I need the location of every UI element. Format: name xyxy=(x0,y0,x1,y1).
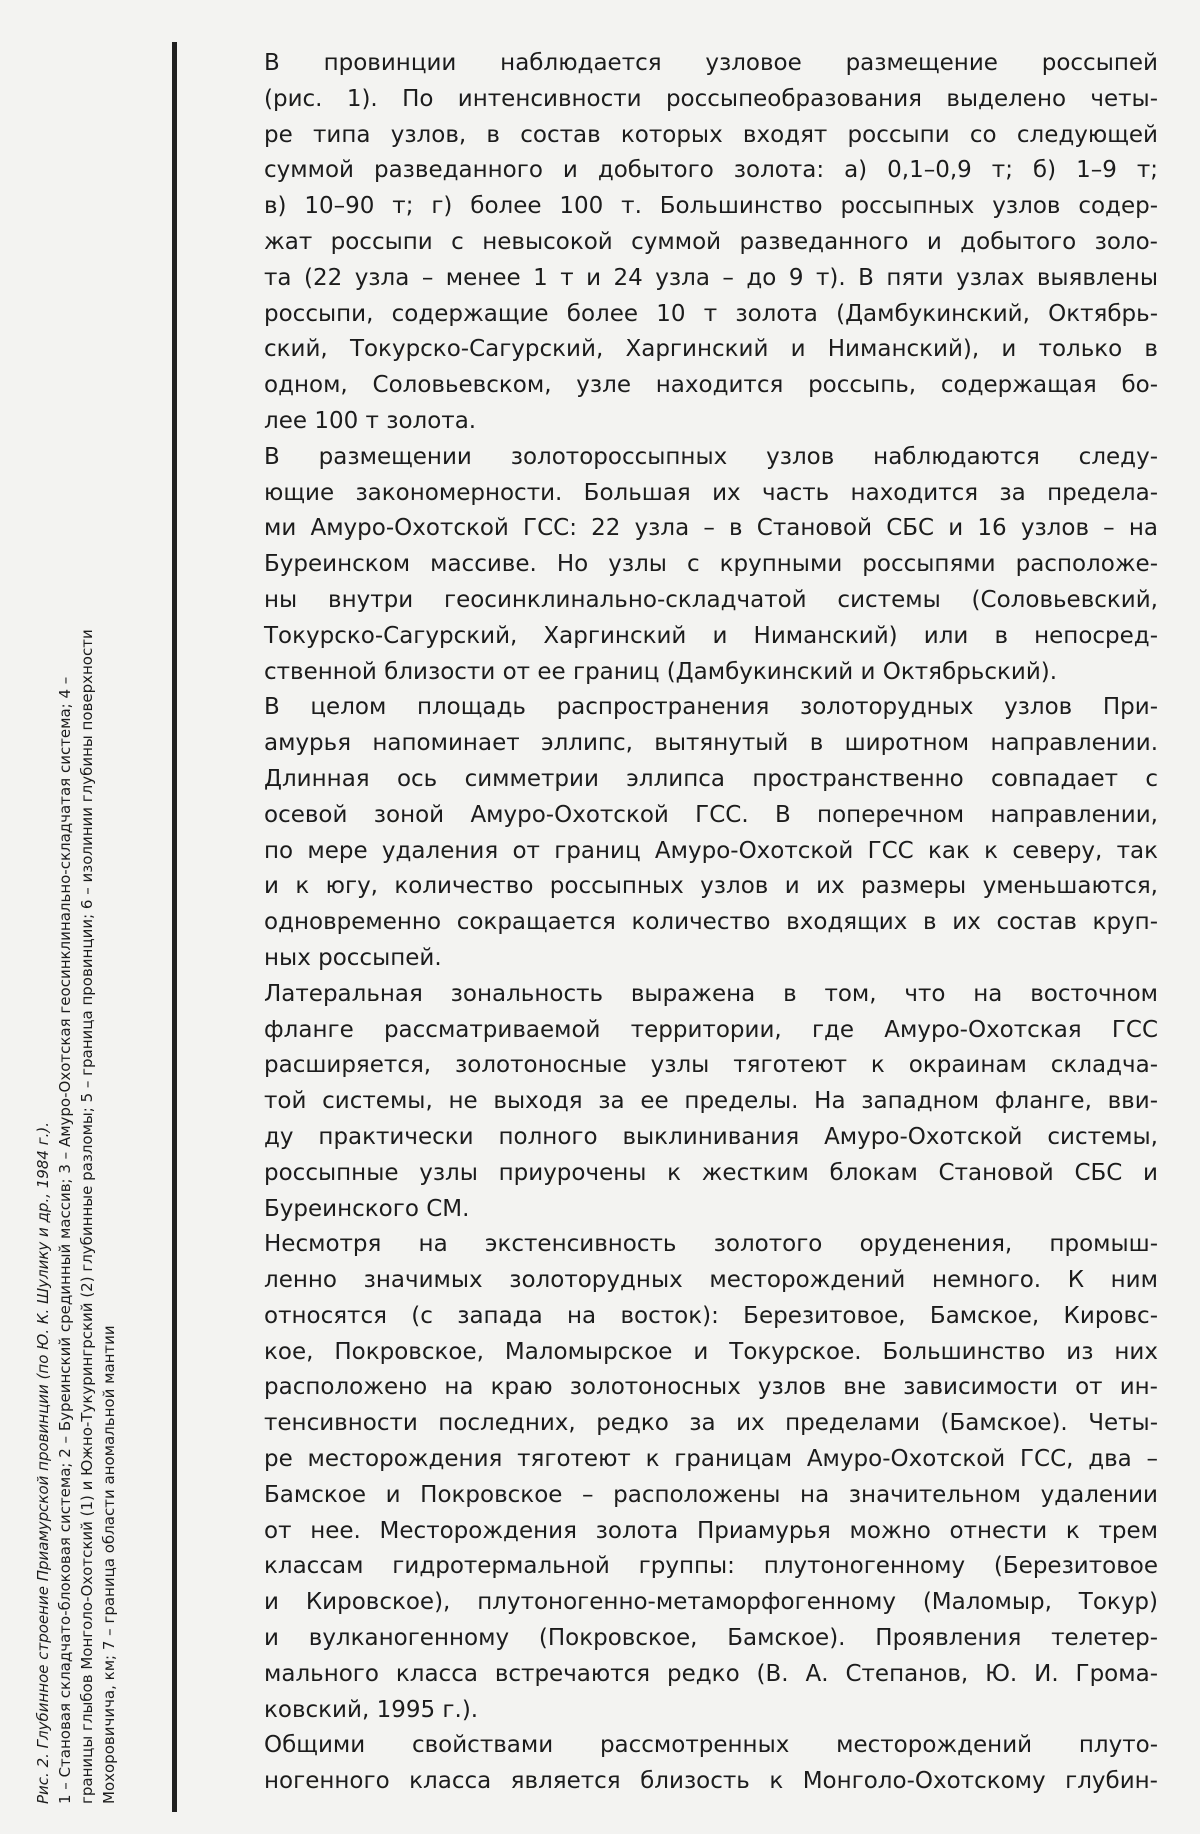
text-line: Буреинском массиве. Но узлы с крупными россыпями расположе- xyxy=(264,551,1158,578)
text-line: ных россыпей. xyxy=(264,944,442,971)
text-line: жат россыпи с невысокой суммой разведанного и добытого золо- xyxy=(264,228,1158,255)
text-line: амурья напоминает эллипс, вытянутый в широтном направлении. xyxy=(264,730,1158,757)
paragraph xyxy=(196,1227,1158,1728)
text-line: от нее. Месторождения золота Приамурья можно отнести к трем xyxy=(264,1517,1158,1544)
text-line: фланге рассматриваемой территории, где Амуро-Охотская ГСС xyxy=(264,1016,1158,1043)
text-line: и Кировское), плутоногенно-метаморфогенному (Маломыр, Токур) xyxy=(264,1589,1158,1616)
text-line: ду практически полного выклинивания Амуро-Охотской системы, xyxy=(264,1123,1158,1150)
text-line: той системы, не выходя за ее пределы. На западном фланге, вви- xyxy=(264,1088,1158,1115)
paragraph xyxy=(196,1728,1158,1800)
text-line: (рис. 1). По интенсивности россыпеобразования выделено четы- xyxy=(264,85,1158,112)
text-line: по мере удаления от границ Амуро-Охотской ГСС как к северу, так xyxy=(264,837,1158,864)
text-line: ственной близости от ее границ (Дамбукинский и Октябрьский). xyxy=(264,658,1058,685)
paragraph xyxy=(196,690,1158,976)
text-line: относятся (с запада на восток): Березитовое, Бамское, Кировс- xyxy=(264,1302,1158,1329)
text-line: ре месторождения тяготеют к границам Амуро-Охотской ГСС, два – xyxy=(264,1446,1158,1473)
text-line: классам гидротермальной группы: плутоногенному (Березитовое xyxy=(264,1553,1158,1580)
figure-caption xyxy=(32,44,172,1804)
text-line: ющие закономерности. Большая их часть находится за предела- xyxy=(264,479,1158,506)
text-line: тенсивности последних, редко за их пределами (Бамское). Четы- xyxy=(264,1410,1158,1437)
paragraph xyxy=(196,440,1158,691)
text-line: Бамское и Покровское – расположены на значительном удалении xyxy=(264,1481,1158,1508)
text-line: расположено на краю золотоносных узлов вне зависимости от ин- xyxy=(264,1374,1158,1401)
text-line: лее 100 т золота. xyxy=(264,407,477,434)
text-line: Общими свойствами рассмотренных месторождений плуто- xyxy=(264,1732,1158,1759)
caption-legend-line-3: Мохоровичича, км; 7 – граница области аномальной мантии xyxy=(100,1325,118,1804)
text-line: Буреинского СМ. xyxy=(264,1195,470,1222)
text-line: В провинции наблюдается узловое размещение россыпей xyxy=(264,50,1158,76)
text-line: та (22 узла – менее 1 т и 24 узла – до 9 т). В пяти узлах выявлены xyxy=(264,264,1158,291)
text-line: ленно значимых золоторудных месторождений немного. К ним xyxy=(264,1267,1158,1294)
column-divider xyxy=(172,42,177,1812)
text-line: мального класса встречаются редко (В. А. Степанов, Ю. И. Грома- xyxy=(264,1660,1158,1687)
body-text xyxy=(196,46,1158,1800)
text-line: Несмотря на экстенсивность золотого оруденения, промыш- xyxy=(264,1231,1158,1258)
caption-legend-line-1: 1 – Становая складчато-блоковая система; 2 – Буреинский срединный массив; 3 – Амуро-Охотская геосинклинально-складчатая система; 4 – xyxy=(56,676,74,1804)
text-line: и вулканогенному (Покровское, Бамское). Проявления телетер- xyxy=(264,1625,1158,1652)
text-line: Длинная ось симметрии эллипса пространственно совпадает с xyxy=(264,765,1158,792)
text-line: ский, Токурско-Сагурский, Харгинский и Ниманский), и только в xyxy=(264,336,1158,363)
caption-legend-line-2: границы глыбов Монголо-Охотский (1) и Южно-Тукурингрский (2) глубинные разломы; 5 – граница провинции; 6 – изолинии глубины поверхности xyxy=(78,629,96,1804)
text-line: расширяется, золотоносные узлы тяготеют к окраинам складча- xyxy=(264,1052,1158,1079)
text-line: ногенного класса является близость к Монголо-Охотскому глубин- xyxy=(264,1768,1158,1795)
text-line: россыпи, содержащие более 10 т золота (Дамбукинский, Октябрь- xyxy=(264,300,1158,327)
paragraph xyxy=(196,46,1158,440)
text-line: ре типа узлов, в состав которых входят россыпи со следующей xyxy=(264,121,1158,148)
text-line: ковский, 1995 г.). xyxy=(264,1696,479,1723)
text-line: Токурско-Сагурский, Харгинский и Ниманский) или в непосред- xyxy=(264,622,1158,649)
text-line: В целом площадь распространения золоторудных узлов При- xyxy=(264,694,1158,721)
caption-title: Рис. 2. Глубинное строение Приамурской провинции (по Ю. К. Шулику и др., 1984 г.). xyxy=(34,1122,52,1804)
text-line: одном, Соловьевском, узле находится россыпь, содержащая бо- xyxy=(264,372,1158,399)
text-line: ны внутри геосинклинально-складчатой системы (Соловьевский, xyxy=(264,586,1158,613)
text-line: Латеральная зональность выражена в том, что на восточном xyxy=(264,980,1158,1007)
text-line: одновременно сокращается количество входящих в их состав круп- xyxy=(264,909,1158,936)
text-line: в) 10–90 т; г) более 100 т. Большинство россыпных узлов содер- xyxy=(264,193,1158,220)
text-line: осевой зоной Амуро-Охотской ГСС. В поперечном направлении, xyxy=(264,801,1158,828)
paragraph xyxy=(196,977,1158,1228)
text-line: россыпные узлы приурочены к жестким блокам Становой СБС и xyxy=(264,1159,1158,1186)
text-line: и к югу, количество россыпных узлов и их размеры уменьшаются, xyxy=(264,873,1158,900)
text-line: ми Амуро-Охотской ГСС: 22 узла – в Становой СБС и 16 узлов – на xyxy=(264,515,1158,542)
text-line: В размещении золоторосcыпных узлов наблюдаются следу- xyxy=(264,443,1158,470)
text-line: суммой разведанного и добытого золота: а) 0,1–0,9 т; б) 1–9 т; xyxy=(264,157,1158,184)
text-line: кое, Покровское, Маломырское и Токурское. Большинство из них xyxy=(264,1338,1158,1365)
